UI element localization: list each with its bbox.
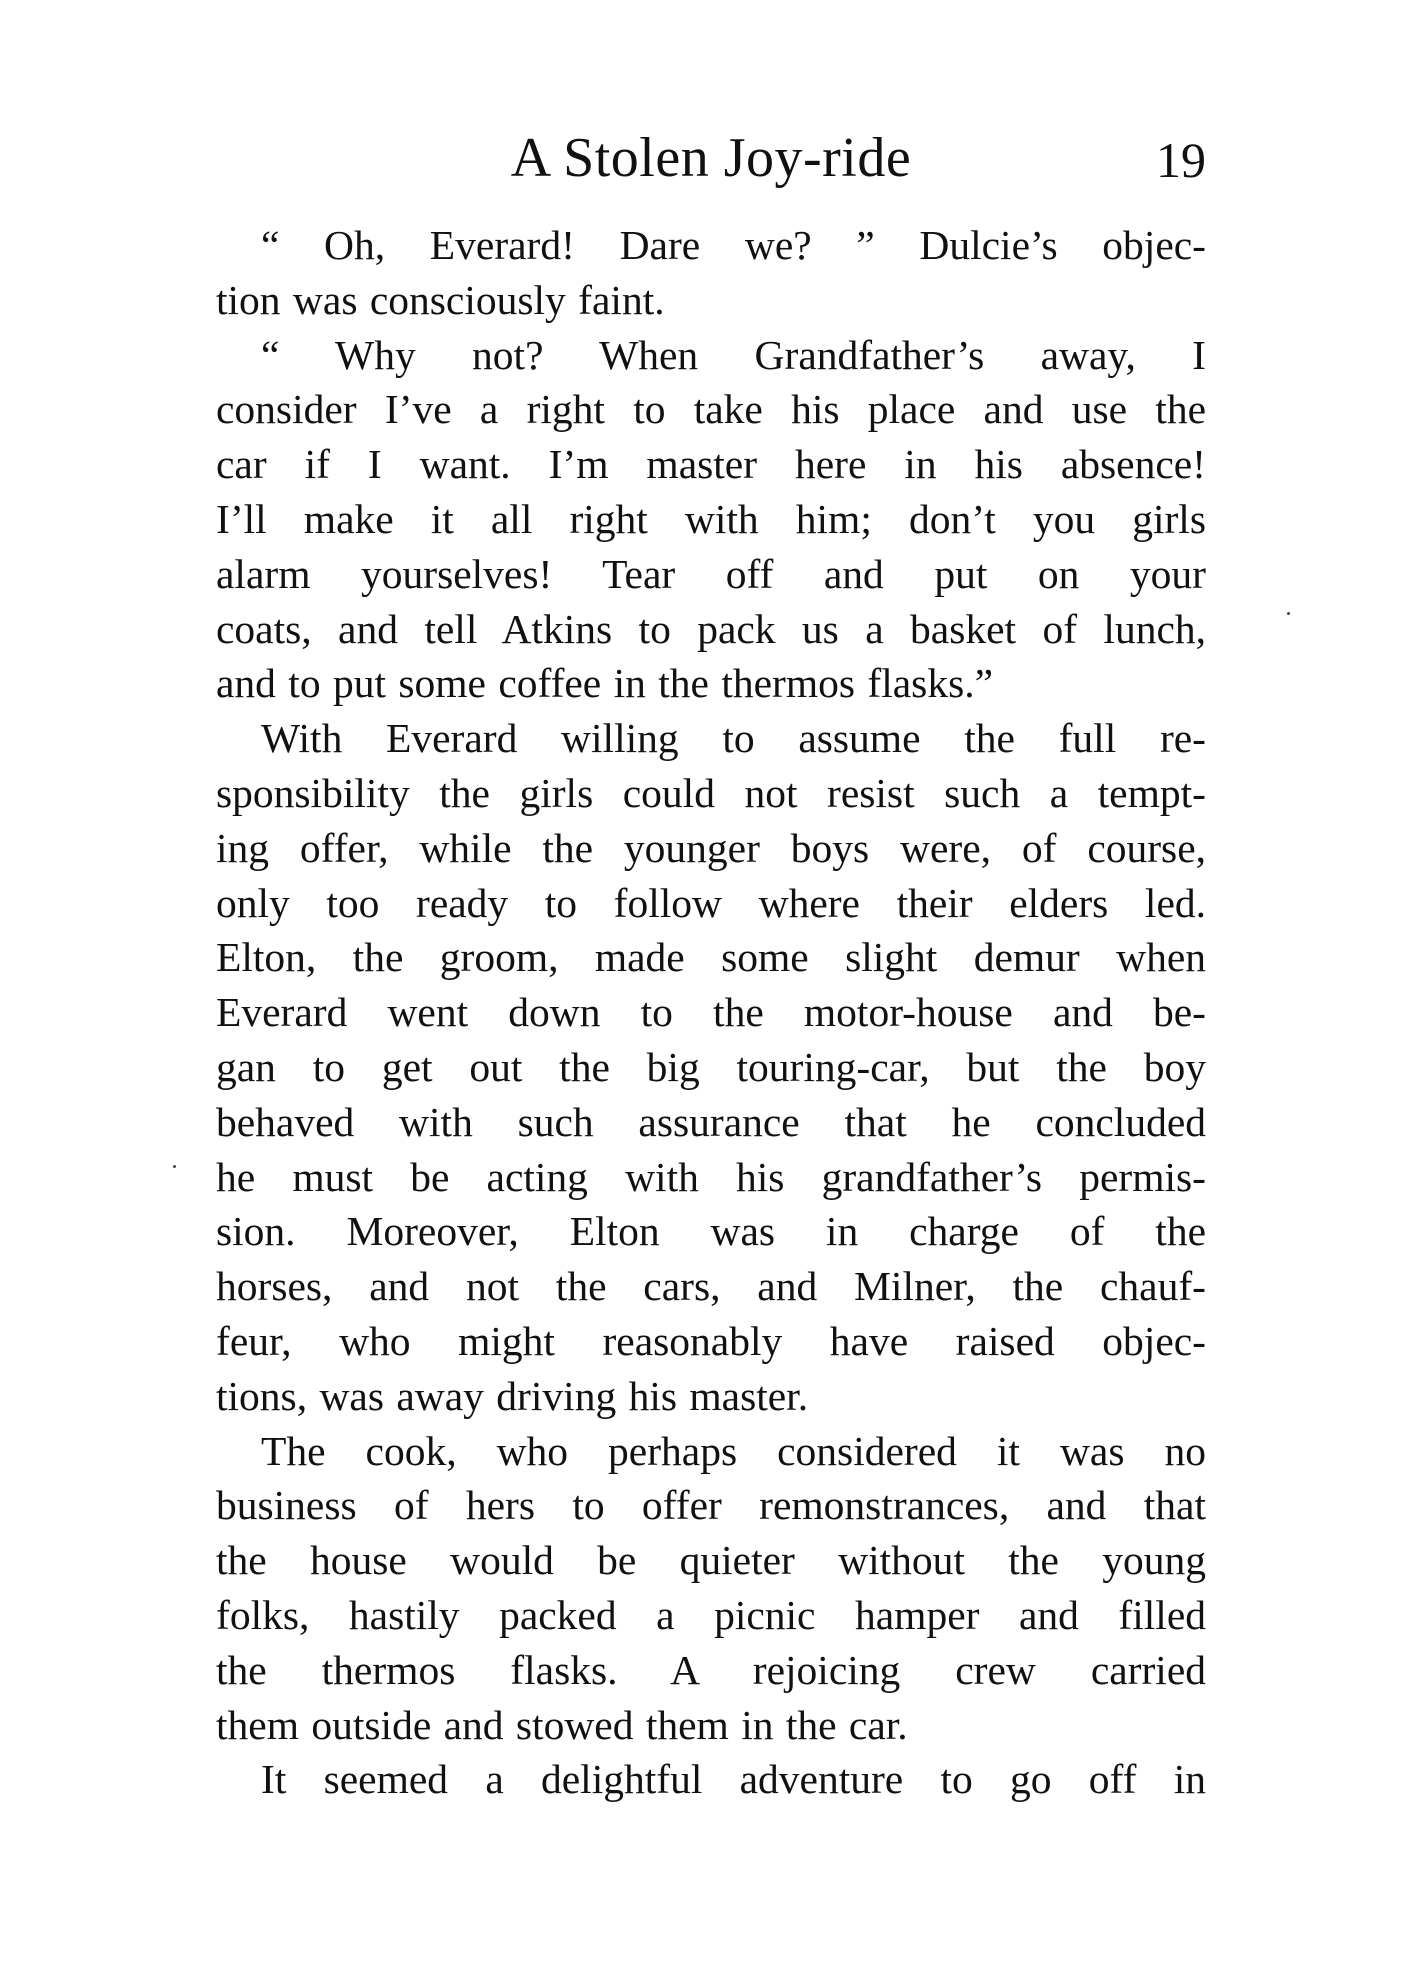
running-title: A Stolen Joy-ride [510, 127, 912, 189]
text-line: I’ll make it all right with him; don’t you girls [216, 495, 1206, 542]
text-line: “ Why not? When Grandfather’s away, I [261, 331, 1206, 378]
text-line: consider I’ve a right to take his place and use the [216, 386, 1206, 433]
text-line: With Everard willing to assume the full re- [261, 715, 1206, 762]
text-line: and to put some coffee in the thermos flasks.” [216, 660, 994, 707]
text-line: car if I want. I’m master here in his absence! [216, 441, 1206, 488]
text-line: them outside and stowed them in the car. [216, 1701, 908, 1748]
print-speck [173, 1165, 176, 1168]
text-line: Everard went down to the motor-house and be- [216, 989, 1206, 1036]
text-line: he must be acting with his grandfather’s permis- [216, 1153, 1206, 1200]
text-line: gan to get out the big touring-car, but the boy [216, 1043, 1206, 1090]
text-line: feur, who might reasonably have raised objec- [216, 1317, 1206, 1364]
text-line: Elton, the groom, made some slight demur when [216, 934, 1206, 981]
text-line: tions, was away driving his master. [216, 1372, 809, 1419]
text-line: horses, and not the cars, and Milner, the chauf- [216, 1263, 1206, 1310]
running-head [216, 118, 1206, 198]
print-speck [1287, 612, 1290, 615]
text-line: the house would be quieter without the young [216, 1537, 1206, 1584]
text-line: coats, and tell Atkins to pack us a basket of lunch, [216, 605, 1206, 652]
body-text [216, 218, 1206, 1807]
text-line: folks, hastily packed a picnic hamper and filled [216, 1591, 1206, 1638]
text-line: behaved with such assurance that he concluded [216, 1098, 1206, 1145]
text-line: the thermos flasks. A rejoicing crew carried [216, 1646, 1206, 1693]
text-line: “ Oh, Everard! Dare we? ” Dulcie’s objec- [261, 222, 1206, 268]
text-line: sponsibility the girls could not resist such a tempt- [216, 769, 1206, 816]
text-line: The cook, who perhaps considered it was no [261, 1427, 1206, 1474]
text-line: sion. Moreover, Elton was in charge of the [216, 1208, 1206, 1255]
text-line: alarm yourselves! Tear off and put on your [216, 550, 1206, 597]
page-number: 19 [1156, 132, 1206, 188]
text-line: business of hers to offer remonstrances, and that [216, 1482, 1206, 1529]
text-line: tion was consciously faint. [216, 276, 665, 323]
text-line: It seemed a delightful adventure to go off in [261, 1756, 1206, 1803]
text-line: ing offer, while the younger boys were, of course, [216, 824, 1206, 871]
text-line: only too ready to follow where their elders led. [216, 879, 1206, 926]
